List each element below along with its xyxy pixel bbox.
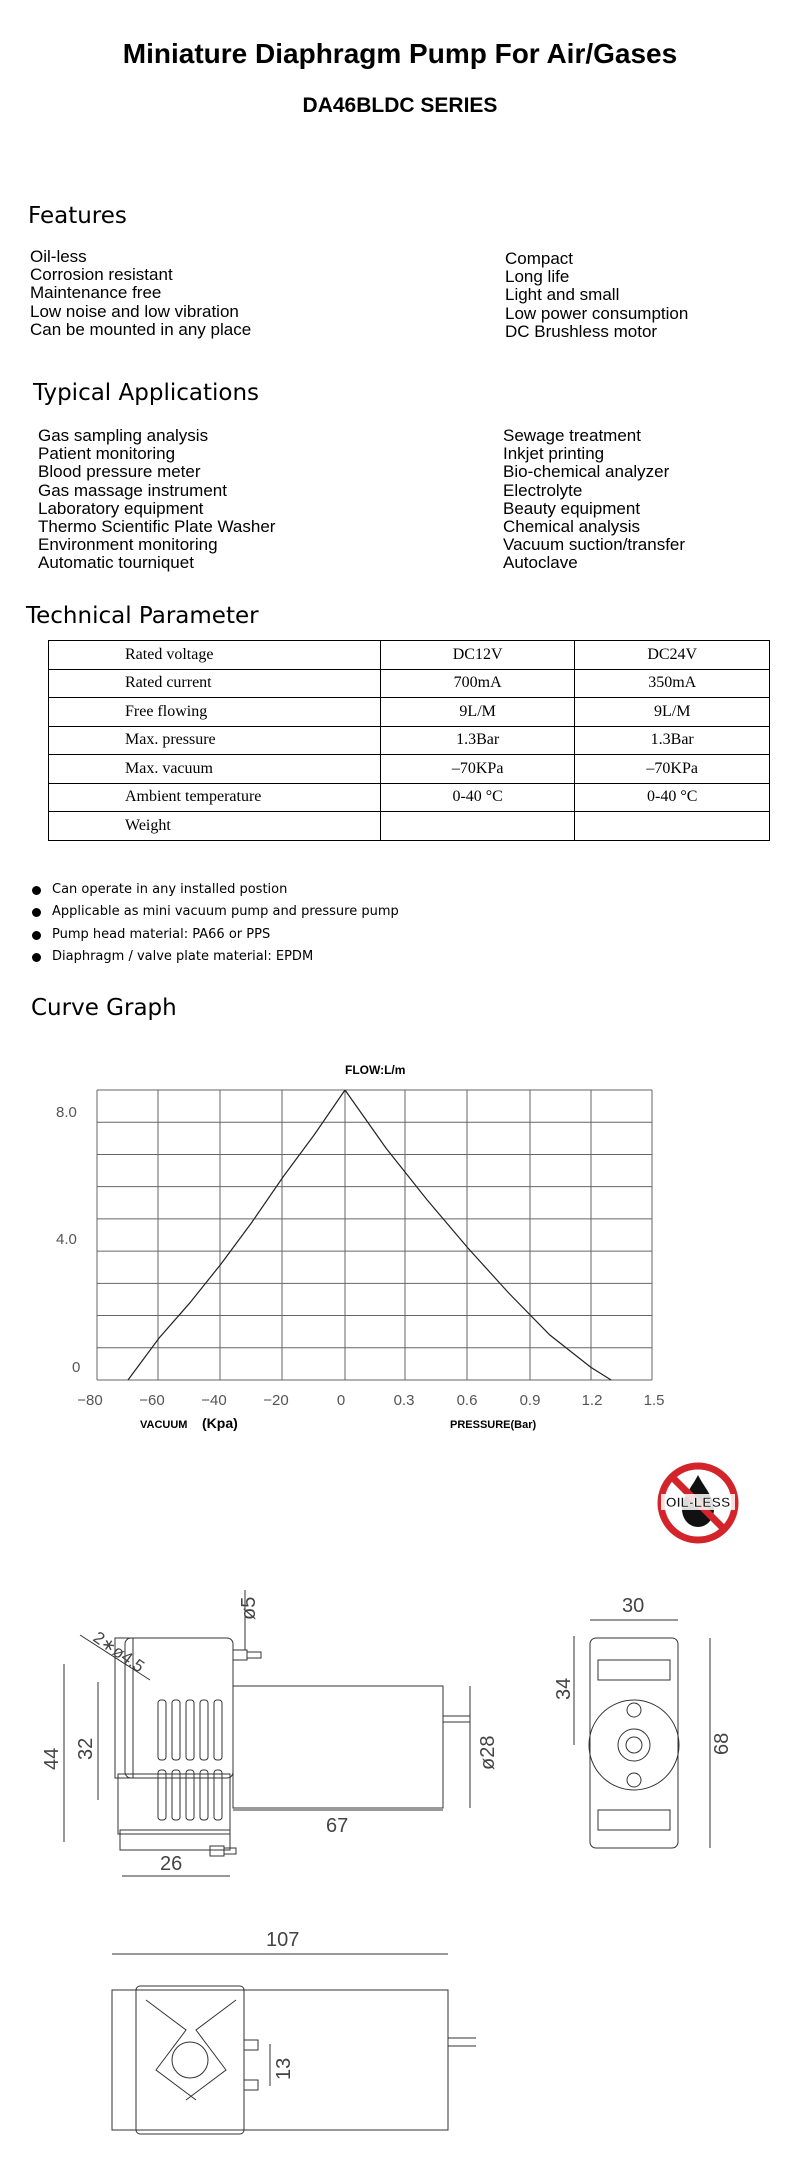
- x-tick-label: 0: [336, 1392, 346, 1409]
- x-tick-label: −40: [201, 1392, 227, 1409]
- table-cell-dc12: 0-40 °C: [380, 783, 575, 812]
- list-item: Laboratory equipment: [38, 498, 204, 518]
- series-subtitle: DA46BLDC SERIES: [302, 94, 498, 117]
- table-cell-dc24: –70KPa: [575, 755, 770, 784]
- list-item: DC Brushless motor: [505, 321, 658, 341]
- flow-curve-chart: [0, 1050, 800, 1450]
- table-cell-dc24: [575, 812, 770, 841]
- dim-label: ø5: [238, 1596, 260, 1620]
- list-item: Vacuum suction/transfer: [503, 535, 686, 555]
- top-view-drawing: [112, 1954, 476, 2134]
- table-cell-label: Rated current: [49, 669, 381, 698]
- page-title: Miniature Diaphragm Pump For Air/Gases: [122, 38, 678, 69]
- bullet-icon: [32, 908, 41, 917]
- table-row: [49, 698, 770, 727]
- bullet-icon: [32, 953, 41, 962]
- dim-label: 32: [75, 1737, 97, 1760]
- motor-face: [589, 1700, 679, 1790]
- x-tick-label: 1.2: [581, 1392, 603, 1409]
- series-line-pressure: [345, 1090, 611, 1380]
- end-view-drawing: [574, 1620, 710, 1848]
- applications-list-right: [503, 427, 685, 573]
- table-cell-dc12: 9L/M: [380, 698, 575, 727]
- note-text: Pump head material: PA66 or PPS: [52, 927, 271, 942]
- list-item: Thermo Scientific Plate Washer: [38, 517, 276, 537]
- table-cell-dc12: 1.3Bar: [380, 726, 575, 755]
- x-tick-label: −80: [77, 1392, 103, 1409]
- dim-label: 2∗ø4.5: [89, 1627, 148, 1677]
- technical-heading: Technical Parameter: [26, 603, 259, 629]
- note-text: Applicable as mini vacuum pump and pressure pump: [52, 904, 399, 919]
- motor-shaft: [626, 1737, 642, 1753]
- x-tick-label: 0.9: [519, 1392, 541, 1409]
- y-tick-label: 8.0: [56, 1104, 77, 1121]
- table-cell-dc12: DC12V: [380, 641, 575, 670]
- list-item: Gas massage instrument: [38, 480, 227, 500]
- table-cell-label: Max. pressure: [49, 726, 381, 755]
- x-tick-label: 0.3: [393, 1392, 415, 1409]
- list-item: Corrosion resistant: [30, 265, 173, 285]
- dim-label: 44: [41, 1747, 63, 1770]
- end-view-outline: [590, 1638, 678, 1848]
- table-cell-dc12: 700mA: [380, 669, 575, 698]
- x-tick-label: −60: [139, 1392, 165, 1409]
- table-cell-dc24: DC24V: [575, 641, 770, 670]
- dim-label: 13: [273, 2057, 295, 2080]
- y-tick-label: 4.0: [56, 1231, 77, 1248]
- list-item: Environment monitoring: [38, 535, 218, 555]
- table-cell-dc24: 1.3Bar: [575, 726, 770, 755]
- y-tick-label: 0: [72, 1359, 81, 1376]
- table-row: [49, 783, 770, 812]
- table-cell-label: Weight: [49, 812, 381, 841]
- table-cell-dc24: 0-40 °C: [575, 783, 770, 812]
- dim-label: 67: [326, 1815, 349, 1837]
- port-nipple-top: [233, 1650, 261, 1660]
- dim-label: 34: [553, 1677, 575, 1700]
- list-item: Low power consumption: [505, 303, 689, 323]
- features-list-left: [30, 248, 251, 339]
- side-view-drawing: [64, 1590, 470, 1876]
- list-item: Oil-less: [30, 247, 87, 266]
- chart-title: FLOW:L/m: [345, 1063, 406, 1077]
- list-item: Electrolyte: [503, 480, 583, 500]
- list-item: Beauty equipment: [503, 498, 641, 518]
- pump-foot: [120, 1830, 230, 1850]
- technical-drawing: [0, 1580, 800, 2174]
- chart-grid: [97, 1090, 652, 1380]
- table-cell-dc24: 9L/M: [575, 698, 770, 727]
- applications-heading: Typical Applications: [33, 380, 260, 406]
- table-row: [49, 812, 770, 841]
- dim-label: 107: [266, 1929, 300, 1951]
- applications-list-left: [38, 427, 275, 573]
- oil-less-badge: [656, 1461, 740, 1545]
- chart-ticks: [56, 1104, 664, 1409]
- list-item: Long life: [505, 267, 570, 287]
- x-axis-label-pressure: PRESSURE(Bar): [450, 1419, 537, 1431]
- list-item: Autoclave: [503, 553, 578, 573]
- list-item: Blood pressure meter: [38, 462, 201, 482]
- table-row: [49, 641, 770, 670]
- vent-slots: [158, 1700, 222, 1820]
- list-item: Light and small: [505, 285, 620, 305]
- table-row: [49, 755, 770, 784]
- list-item: Inkjet printing: [503, 444, 605, 464]
- list-item: Sewage treatment: [503, 426, 641, 445]
- technical-parameter-table: [48, 640, 770, 841]
- table-row: [49, 726, 770, 755]
- badge-text: OIL-LESS: [665, 1494, 731, 1510]
- table-cell-dc24: 350mA: [575, 669, 770, 698]
- curve-heading: Curve Graph: [31, 995, 177, 1021]
- chart-series: [128, 1090, 611, 1380]
- dim-label: 68: [711, 1732, 733, 1755]
- mount-hole: [627, 1773, 641, 1787]
- motor-body: [233, 1686, 443, 1808]
- list-item: Can be mounted in any place: [30, 319, 252, 339]
- table-cell-dc12: [380, 812, 575, 841]
- list-item: Chemical analysis: [503, 517, 640, 537]
- list-item: Maintenance free: [30, 283, 162, 303]
- table-cell-label: Free flowing: [49, 698, 381, 727]
- note-text: Can operate in any installed postion: [52, 882, 288, 897]
- table-row: [49, 669, 770, 698]
- bullet-icon: [32, 886, 41, 895]
- top-view-ports: [244, 2040, 258, 2090]
- table-cell-label: Ambient temperature: [49, 783, 381, 812]
- end-view-top-plate: [598, 1660, 670, 1680]
- x-tick-label: −20: [263, 1392, 289, 1409]
- list-item: Gas sampling analysis: [38, 426, 209, 445]
- top-view-valve-ribs: [146, 2000, 236, 2100]
- pump-base: [118, 1774, 230, 1834]
- table-cell-dc12: –70KPa: [380, 755, 575, 784]
- x-axis-label-vacuum-unit: (Kpa): [202, 1415, 238, 1431]
- x-tick-label: 1.5: [643, 1392, 665, 1409]
- features-list-right: [505, 250, 688, 341]
- dim-label: 30: [622, 1595, 645, 1617]
- mount-hole: [627, 1703, 641, 1717]
- table-cell-label: Rated voltage: [49, 641, 381, 670]
- bullet-icon: [32, 931, 41, 940]
- motor-hub: [618, 1729, 650, 1761]
- table-cell-label: Max. vacuum: [49, 755, 381, 784]
- list-item: Compact: [505, 249, 574, 268]
- series-line-vacuum: [128, 1090, 345, 1380]
- end-view-bottom-plate: [598, 1810, 670, 1830]
- top-view-hub: [172, 2042, 208, 2078]
- note-text: Diaphragm / valve plate material: EPDM: [52, 949, 314, 964]
- dim-label: ø28: [477, 1735, 499, 1770]
- notes-list: [32, 884, 632, 984]
- list-item: Bio-chemical analyzer: [503, 462, 670, 482]
- list-item: Patient monitoring: [38, 444, 176, 464]
- list-item: Low noise and low vibration: [30, 301, 239, 321]
- features-heading: Features: [28, 203, 127, 229]
- x-tick-label: 0.6: [456, 1392, 478, 1409]
- list-item: Automatic tourniquet: [38, 553, 194, 573]
- top-view-head: [136, 1986, 244, 2134]
- x-axis-label-vacuum: VACUUM: [140, 1419, 188, 1431]
- dim-label: 26: [160, 1853, 183, 1875]
- port-nipple-bottom: [210, 1846, 236, 1856]
